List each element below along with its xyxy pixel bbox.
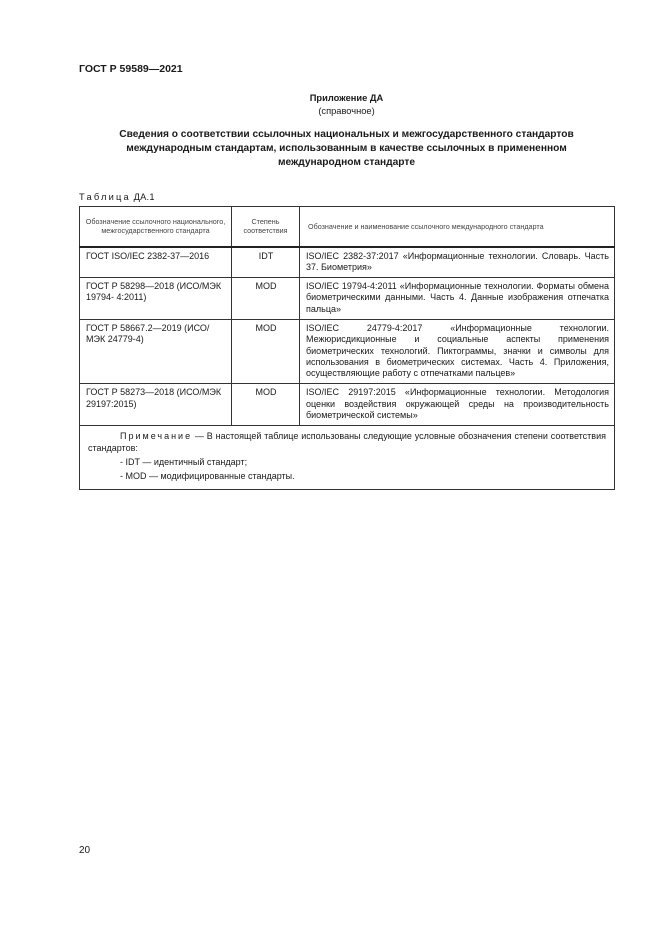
cell-international: ISO/IEC 29197:2015 «Информационные технологии. Методология оценки воздействия окружающей среды на производительность биометрической системы»	[300, 384, 615, 426]
heading-line: международном стандарте	[277, 157, 416, 168]
column-header-international: Обозначение и наименование ссылочного международного стандарта	[300, 207, 615, 247]
note-list-item: - MOD — модифицированные стандарты.	[120, 471, 295, 482]
cell-international: ISO/IEC 2382-37:2017 «Информационные технологии. Словарь. Часть 37. Биометрия»	[300, 247, 615, 278]
cell-international: ISO/IEC 24779-4:2017 «Информационные технологии. Межюрисдикционные и социальные аспекты применения биометрических технологий. Пиктограммы, значки и символы для использования в биометрических системах. Часть 4. Приложения, осуществляющие работу с отпечатками пальцев»	[300, 319, 615, 383]
cell-national: ГОСТ ISO/IEC 2382-37—2016	[80, 247, 232, 278]
cell-degree: MOD	[232, 278, 300, 320]
correspondence-table	[79, 206, 615, 490]
table-caption-label: Таблица	[79, 192, 131, 202]
table-note	[80, 426, 615, 489]
column-header-degree: Степень соответствия	[232, 207, 300, 247]
cell-national: ГОСТ Р 58667.2—2019 (ИСО/МЭК 24779-4)	[80, 319, 232, 383]
table-row	[80, 247, 615, 278]
section-heading	[79, 128, 614, 170]
cell-national: ГОСТ Р 58298—2018 (ИСО/МЭК 19794- 4:2011)	[80, 278, 232, 320]
note-list-item: - IDT — идентичный стандарт;	[120, 456, 248, 467]
appendix-title: Приложение ДА	[309, 93, 384, 103]
appendix-block	[79, 92, 614, 117]
note-body: — В настоящей таблице использованы следующие условные обозначения степени соответствия стандартов:	[88, 431, 606, 453]
heading-line: международным стандартам, использованным в качестве ссылочных в примененном	[126, 143, 567, 154]
document-standard-number: ГОСТ Р 59589—2021	[79, 63, 183, 75]
cell-degree: IDT	[232, 247, 300, 278]
page-number: 20	[79, 845, 91, 856]
table-row	[80, 319, 615, 383]
note-label: Примечание	[120, 431, 193, 442]
table-caption-number: ДА.1	[133, 192, 155, 202]
heading-line: Сведения о соответствии ссылочных национальных и межгосударственного стандартов	[119, 129, 574, 140]
table-row	[80, 384, 615, 426]
cell-degree: MOD	[232, 319, 300, 383]
note-text	[88, 431, 606, 454]
table-note-row	[80, 426, 615, 489]
table-row	[80, 278, 615, 320]
column-header-national: Обозначение ссылочного национального, межгосударственного стандарта	[80, 207, 232, 247]
table-caption	[79, 192, 155, 202]
appendix-type: (справочное)	[318, 105, 375, 116]
table-header-row	[80, 207, 615, 247]
cell-national: ГОСТ Р 58273—2018 (ИСО/МЭК 29197:2015)	[80, 384, 232, 426]
cell-degree: MOD	[232, 384, 300, 426]
cell-international: ISO/IEC 19794-4:2011 «Информационные технологии. Форматы обмена биометрическими данными. Часть 4. Данные изображения отпечатка пальца»	[300, 278, 615, 320]
